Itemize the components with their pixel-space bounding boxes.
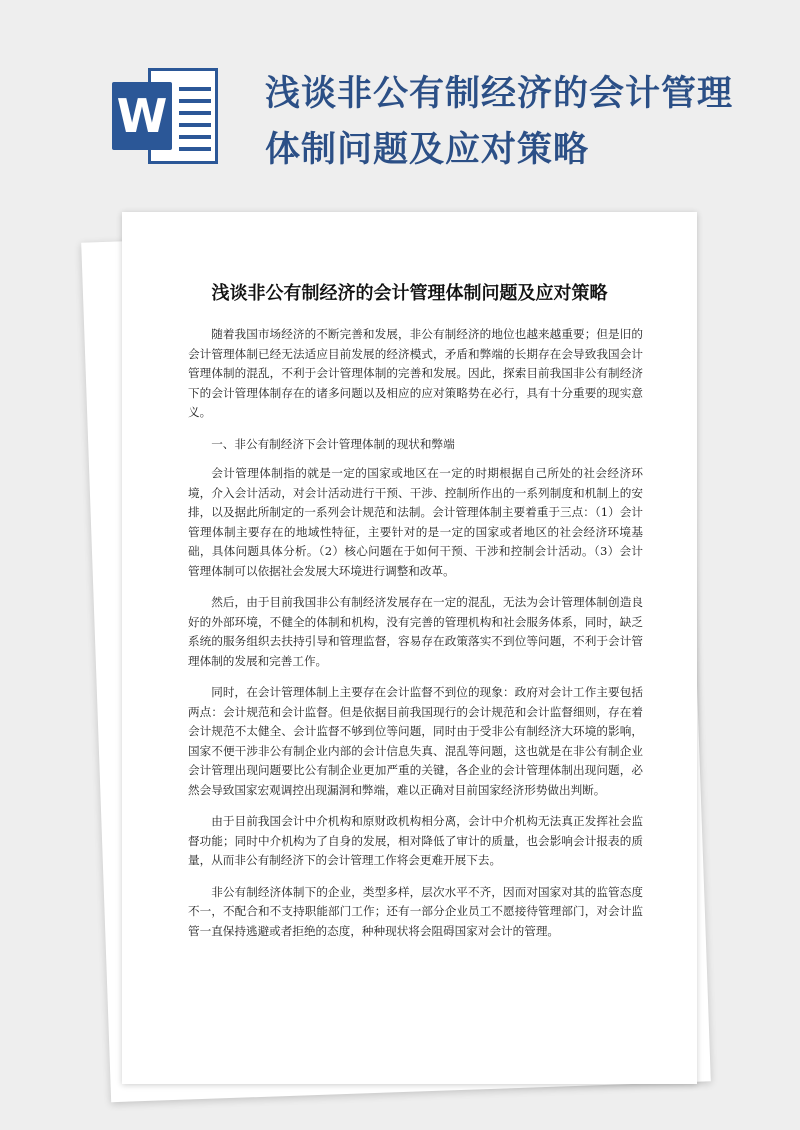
paragraph-intro: 随着我国市场经济的不断完善和发展，非公有制经济的地位也越来越重要；但是旧的会计管理体制已经无法适应目前发展的经济模式，矛盾和弊端的长期存在会导致我国会计管理体制的混乱，不利于会计管理体制的完善和发展。因此，探索目前我国非公有制经济下的会计管理体制存在的诸多问题以及相应的应对策略势在必行，具有十分重要的现实意义。 (188, 327, 643, 419)
header-title (265, 66, 785, 178)
document-body (188, 325, 643, 953)
document-title: 浅谈非公有制经济的会计管理体制问题及应对策略 (211, 283, 608, 304)
header-title-line2: 体制问题及应对策略 (265, 130, 590, 170)
paragraph: 然后，由于目前我国非公有制经济发展存在一定的混乱，无法为会计管理体制创造良好的外部环境，不健全的体制和机构，没有完善的管理机构和社会服务体系，同时，缺乏系统的服务组织去扶持引导和管理监督，容易存在政策落实不到位等问题，不利于会计管理体制的发展和完善工作。 (188, 595, 643, 668)
section-heading: 一、非公有制经济下会计管理体制的现状和弊端 (211, 436, 455, 451)
paragraph: 会计管理体制指的就是一定的国家或地区在一定的时期根据自己所处的社会经济环境，介入会计活动，对会计活动进行干预、干涉、控制所作出的一系列制度和机制上的安排，以及据此所制定的一系列会计规范和法制。会计管理体制主要着重于三点：（1）会计管理体制主要存在的地域性特征，主要针对的是一定的国家或者地区的社会经济环境基础，具体问题具体分析。（2）核心问题在于如何干预、干涉和控制会计活动。（3）会计管理体制可以依据社会发展大环境进行调整和改革。 (188, 466, 643, 578)
header-banner (0, 0, 800, 190)
word-letter: W (116, 89, 168, 143)
header-title-line1: 浅谈非公有制经济的会计管理 (265, 74, 734, 114)
paragraph: 非公有制经济体制下的企业，类型多样，层次水平不齐，因而对国家对其的监管态度不一，不配合和不支持职能部门工作；还有一部分企业员工不愿接待管理部门，对会计监管一直保持逃避或者拒绝的态度，种种现状将会阻碍国家对会计的管理。 (188, 884, 643, 938)
document-page (122, 212, 697, 1084)
paragraph: 同时，在会计管理体制上主要存在会计监督不到位的现象：政府对会计工作主要包括两点：会计规范和会计监督。但是依据目前我国现行的会计规范和会计监督细则，存在着会计规范不太健全、会计监督不够到位等问题，同时由于受非公有制经济大环境的影响，国家不便干涉非公有制企业内部的会计信息失真、混乱等问题，这也就是在非公有制企业会计管理出现问题要比公有制企业更加严重的关键，各企业的会计管理体制出现问题，必然会导致国家宏观调控出现漏洞和弊端，难以正确对目前国家经济形势做出判断。 (188, 685, 643, 797)
paragraph: 由于目前我国会计中介机构和原财政机构相分离，会计中介机构无法真正发挥社会监督功能；同时中介机构为了自身的发展，相对降低了审计的质量，也会影响会计报表的质量，从而非公有制经济下的会计管理工作将会更难开展下去。 (188, 814, 643, 867)
word-document-icon (112, 68, 220, 164)
word-badge (112, 82, 172, 150)
